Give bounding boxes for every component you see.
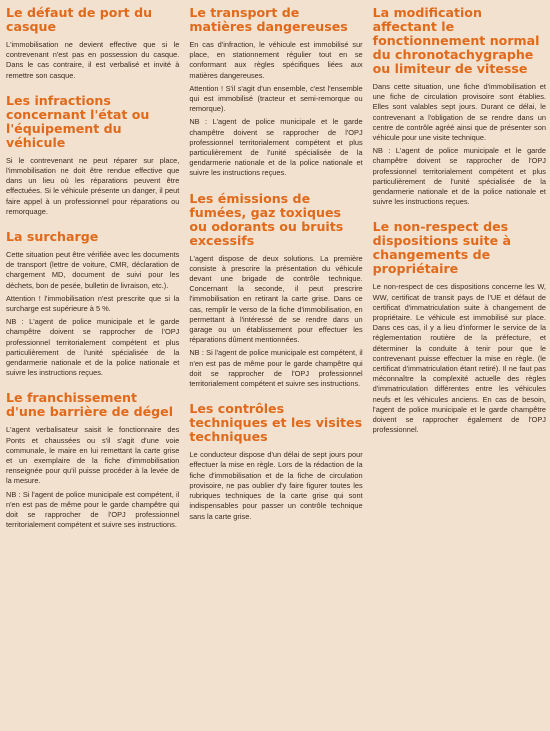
heading-matieres-dangereuses: Le transport de matières dangereuses — [189, 5, 348, 34]
heading-controles-techniques: Les contrôles techniques et les visites techniques — [189, 401, 363, 445]
paragraph: NB : L'agent de police municipale et le garde champêtre doivent se rapprocher de l'OPJ professionnel territorialement compétent et plus particulièrement de l'unité spécialisée de la gendarmerie nationale et de la police nationale et suivre les instructions reçues. — [6, 317, 180, 378]
column-right — [373, 6, 546, 731]
paragraph: NB : Si l'agent de police municipale est compétent, il n'en est pas de même pour le garde champêtre qui doit se rapprocher de l'OPJ professionnel territorialement compétent et suivre ses instructions. — [189, 348, 363, 389]
paragraph: L'agent dispose de deux solutions. La première consiste à prescrire la présentation du véhicule devant une brigade de contrôle technique. Concernant la seconde, il peut prescrire l'immobilisation en retirant la carte grise. Dans ce cas, remplir le verso de la fiche d'immobilisation, en permettant à l'intéressé de se rendre dans un garage ou un établissement pour effectuer les réparations dûment mentionnées. — [189, 253, 363, 345]
heading-casque: Le défaut de port du casque — [6, 5, 153, 34]
paragraph: Attention ! S'il s'agit d'un ensemble, c'est l'ensemble qui est immobilisé (tracteur et semi-remorque ou remorque). — [189, 83, 363, 114]
paragraph: L'immobilisation ne devient effective que si le contrevenant n'est pas en possession du casque. Dans le cas contraire, il est verbalisé et invité à remettre son casque. — [6, 40, 180, 80]
paragraph: Si le contrevenant ne peut réparer sur place, l'immobilisation ne doit être rendue effective que dans un lieu où les réparations peuvent être effectuées. Si le véhicule présente un danger, il peut faire appel à un professionnel pour réparations ou remorquage. — [6, 155, 180, 216]
paragraph: Le non-respect de ces dispositions concerne les W, WW, certificat de transit pays de l'UE et défaut de certificat d'immatriculation suite à changement de propriétaire. Le véhicule est immobilisé sur place. Dans ces cas, il y a lieu d'informer le service de la réglementation routière de la préfecture, et déterminer la conduite à tenir pour que le contrevenant puisse effectuer la mise en règle. (le certificat d'immatriculation étant retiré). Il ne faut pas méconnaître la complexité actuelle des règles d'immatriculation différentes entre les véhicules neufs et les véhicules anciens. En cas de besoin, l'agent de police municipale et le garde champêtre doivent se rapprocher également de l'OPJ professionnel. — [372, 282, 546, 435]
heading-barriere-degel: Le franchissement d'une barrière de dégel — [6, 390, 174, 420]
heading-non-respect: Le non-respect des dispositions suite à changements de propriétaire — [372, 219, 512, 277]
heading-chronotachygraphe: La modification affectant le fonctionnement normal du chronotachygraphe ou limiteur de vitesse — [372, 5, 540, 76]
heading-emissions: Les émissions de fumées, gaz toxiques ou odorants ou bruits excessifs — [189, 190, 344, 248]
heading-surcharge: La surcharge — [6, 229, 99, 245]
paragraph: NB : L'agent de police municipale et le garde champêtre doivent se rapprocher de l'OPJ professionnel territorialement compétent et plus particulièrement de l'unité spécialisée de la gendarmerie nationale et de la police nationale et suivre les instructions reçues. — [189, 117, 363, 178]
paragraph: Dans cette situation, une fiche d'immobilisation et une fiche de circulation provisoire sont établies. Elles sont valables sept jours. Durant ce délai, le contrevenant a l'obligation de se rendre dans un centre de contrôle agréé ainsi que de présenter son véhicule pour une visite technique. — [372, 82, 546, 143]
paragraph: Attention ! l'immobilisation n'est prescrite que si la surcharge est supérieure à 5 %. — [6, 293, 180, 314]
paragraph: NB : L'agent de police municipale et le garde champêtre doivent se rapprocher de l'OPJ professionnel territorialement compétent et plus particulièrement de l'unité spécialisée de la gendarmerie nationale et de la police nationale et suivre les instructions reçues. — [372, 146, 546, 207]
paragraph: En cas d'infraction, le véhicule est immobilisé sur place, en stationnement régulier tout en se conformant aux règles spécifiques liées aux matières dangereuses. — [189, 40, 363, 80]
column-left — [6, 6, 179, 731]
heading-etat-equipement: Les infractions concernant l'état ou l'équipement du véhicule — [6, 92, 150, 150]
column-middle — [189, 6, 362, 731]
paragraph: NB : Si l'agent de police municipale est compétent, il n'en est pas de même pour le garde champêtre qui doit se rapprocher de l'OPJ professionnel territorialement compétent et suivre ses instructions. — [6, 489, 180, 530]
paragraph: Le conducteur dispose d'un délai de sept jours pour effectuer la mise en règle. Lors de la rédaction de la fiche d'immobilisation et de la fiche de circulation provisoire, ne pas oublier d'y faire figurer toutes les rubriques techniques de la carte grise qui sont indispensables pour passer un contrôle technique sans la carte grise. — [189, 450, 363, 521]
paragraph: L'agent verbalisateur saisit le fonctionnaire des Ponts et chaussées ou s'il s'agit d'une voie communale, le maire en lui remettant la carte grise et un exemplaire de la fiche d'immobilisation renseignée pour qu'il puisse procéder à la levée de la mesure. — [6, 425, 180, 486]
paragraph: Cette situation peut être vérifiée avec les documents de transport (lettre de voiture, CMR, déclaration de chargement MD, document de suivi pour les déchets, bon de pesée, bulletin de livraison, etc.). — [6, 250, 180, 290]
